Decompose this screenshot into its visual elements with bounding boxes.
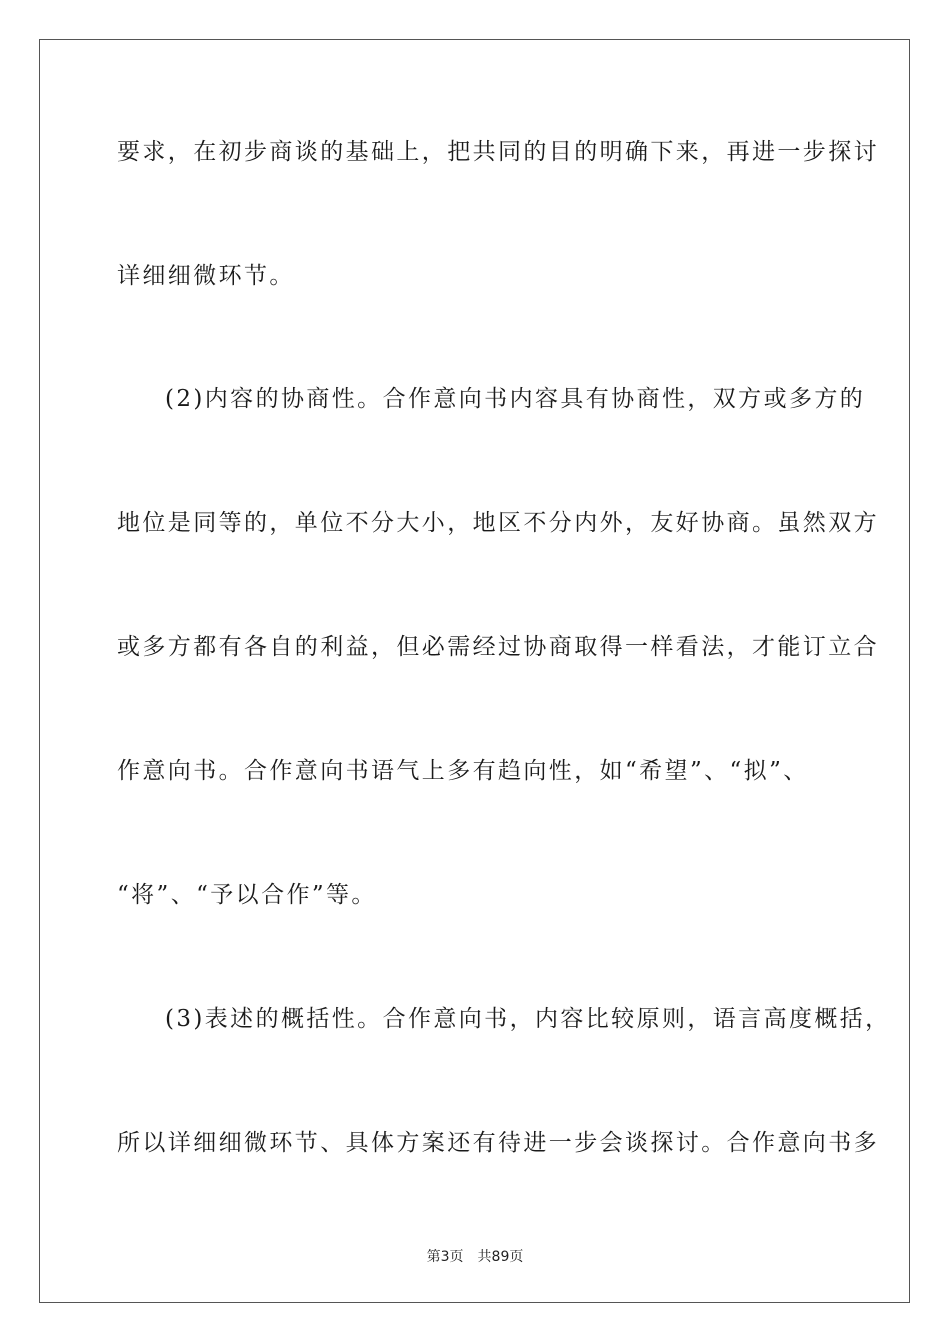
text-line-4: 地位是同等的，单位不分大小，地区不分内外，友好协商。虽然双方 bbox=[117, 510, 879, 536]
text-line-7: “将”、“予以合作”等。 bbox=[117, 882, 377, 908]
text-line-5: 或多方都有各自的利益，但必需经过协商取得一样看法，才能订立合 bbox=[117, 634, 879, 660]
text-line-3: (2)内容的协商性。合作意向书内容具有协商性，双方或多方的 bbox=[165, 386, 866, 412]
text-line-1: 要求，在初步商谈的基础上，把共同的目的明确下来，再进一步探讨 bbox=[117, 139, 879, 165]
page-border bbox=[39, 39, 910, 1303]
text-line-2: 详细细微环节。 bbox=[117, 263, 295, 289]
text-line-8: (3)表述的概括性。合作意向书，内容比较原则，语言高度概括， bbox=[165, 1006, 891, 1032]
page-footer bbox=[0, 1246, 950, 1266]
text-line-6: 作意向书。合作意向书语气上多有趋向性，如“希望”、“拟”、 bbox=[117, 758, 809, 784]
page-total: 共89页 bbox=[477, 1249, 524, 1265]
page-number: 第3页 bbox=[426, 1249, 464, 1265]
text-line-9: 所以详细细微环节、具体方案还有待进一步会谈探讨。合作意向书多 bbox=[117, 1130, 879, 1156]
